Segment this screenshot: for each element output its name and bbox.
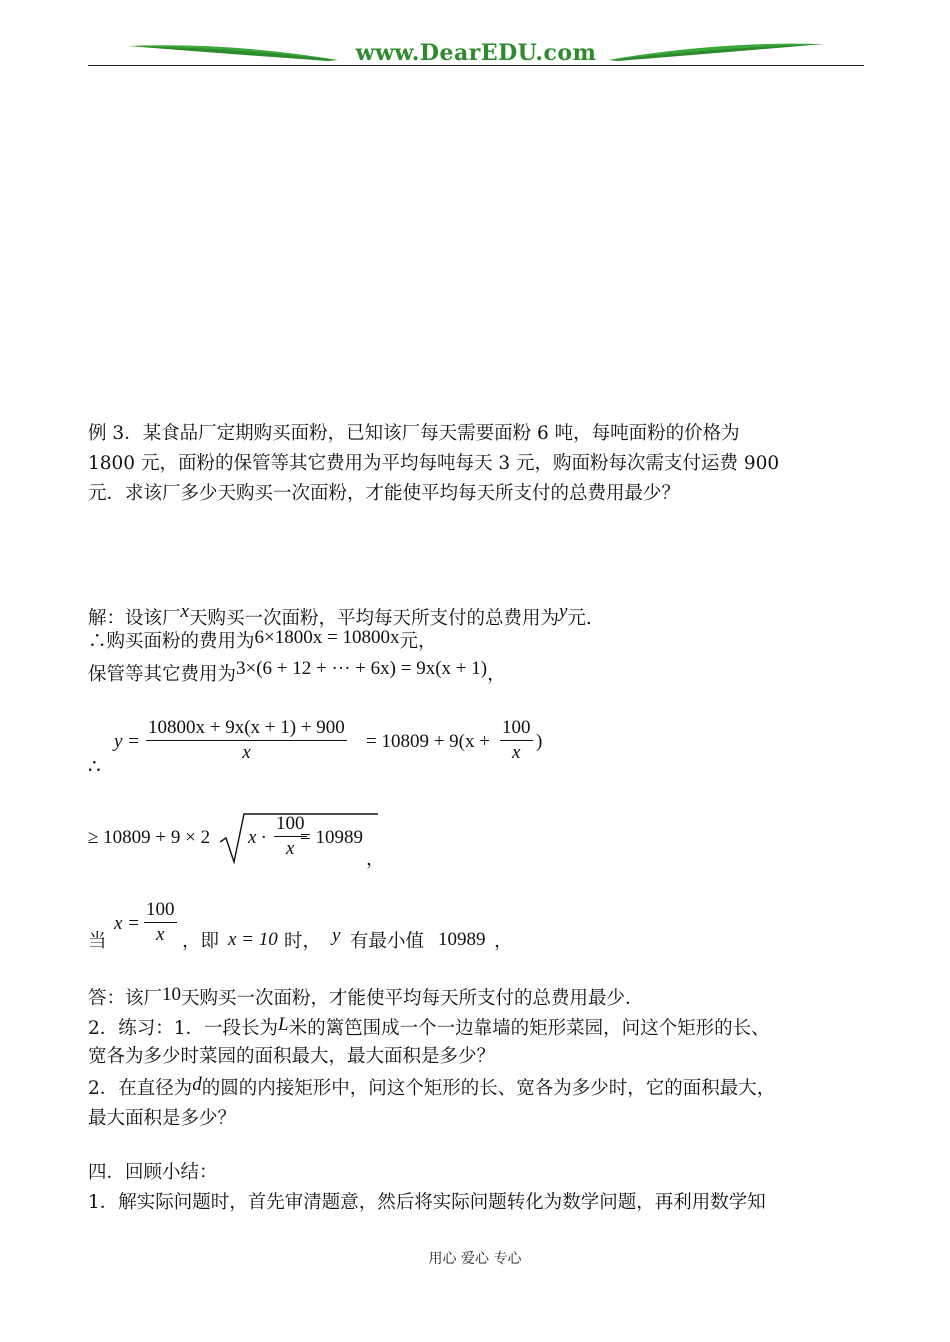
math-expression: 6×1800x = 10800x	[254, 627, 400, 648]
ineq-x: x ·	[248, 827, 266, 848]
practice-line-3	[88, 1074, 775, 1104]
page-header	[88, 38, 864, 72]
eq-middle: = 10809 + 9(x +	[366, 731, 490, 752]
when-math: x = 10	[228, 929, 278, 950]
answer-days: 10	[162, 984, 182, 1005]
solution-text: 元.	[567, 608, 592, 630]
therefore-symbol: ∴	[88, 754, 101, 778]
summary-line-1: 1．解实际问题时，首先审清题意，然后将实际问题转化为数学问题，再利用数学知	[88, 1192, 766, 1213]
solution-text: ∴购买面粉的费用为	[88, 631, 255, 652]
solution-line-2	[88, 627, 436, 657]
eq-numerator: 10800x + 9x(x + 1) + 900	[146, 716, 347, 741]
eq-close-paren: )	[536, 731, 543, 752]
solution-text: 保管等其它费用为	[88, 664, 237, 685]
ineq-comma: ，	[366, 849, 385, 870]
when-x: x =	[114, 913, 141, 934]
ineq-numerator: 100	[274, 812, 307, 837]
var-y: y	[558, 601, 568, 622]
eq-denominator: x	[242, 742, 251, 763]
practice-text: 2．在直径为	[88, 1078, 193, 1099]
example-line-1: 例 3．某食品厂定期购买面粉，已知该厂每天需要面粉 6 吨，每吨面粉的价格为	[88, 423, 740, 444]
page-footer: 用心 爱心 专心	[428, 1251, 522, 1267]
eq-numerator-2: 100	[500, 716, 533, 741]
var-d: d	[192, 1074, 202, 1095]
practice-line-1	[88, 1014, 770, 1044]
when-y: y	[332, 925, 341, 946]
var-x: x	[180, 601, 189, 622]
example-line-3: 元．求该厂多少天购买一次面粉，才能使平均每天所支付的总费用最少？	[88, 483, 681, 504]
answer-line	[88, 984, 644, 1014]
example-line-2: 1800 元，面粉的保管等其它费用为平均每吨每天 3 元，购面粉每次需支付运费 900	[88, 453, 780, 474]
solution-text: 元，	[399, 631, 437, 652]
practice-text: 2．练习：1．一段长为	[88, 1018, 279, 1039]
summary-title: 四．回顾小结：	[88, 1162, 218, 1183]
answer-text: 答：该厂	[88, 988, 163, 1009]
when-text-c: 时，	[284, 931, 322, 952]
header-logo-text: www.DearEDU.com	[355, 40, 597, 66]
practice-text: 的圆的内接矩形中，问这个矩形的长、宽各为多少时，它的面积最大，	[201, 1078, 776, 1099]
practice-text: 米的篱笆围成一个一边靠墙的矩形菜园，问这个矩形的长、	[288, 1018, 770, 1039]
solution-line-3	[88, 660, 506, 690]
when-text-e: ，	[494, 931, 513, 952]
min-value: 10989	[438, 929, 486, 950]
header-rule	[88, 65, 864, 66]
when-numerator: 100	[144, 898, 177, 923]
solution-text: ，	[487, 664, 506, 685]
when-text-b: ，即	[182, 931, 220, 952]
solution-text: 天购买一次面粉，平均每天所支付的总费用为	[188, 608, 559, 630]
practice-line-4: 最大面积是多少？	[88, 1108, 237, 1129]
eq-lhs: y =	[114, 731, 141, 752]
solution-text: 解：设该厂	[88, 608, 181, 630]
var-L: L	[278, 1014, 289, 1035]
ineq-denominator: x	[286, 838, 295, 859]
when-denominator: x	[156, 924, 165, 945]
answer-text: 天购买一次面粉，才能使平均每天所支付的总费用最少．	[181, 988, 644, 1009]
eq-fraction-2	[500, 716, 533, 765]
practice-line-2: 宽各为多少时菜园的面积最大，最大面积是多少？	[88, 1046, 496, 1067]
eq-fraction	[146, 716, 347, 765]
when-text-d: 有最小值	[350, 931, 425, 952]
ineq-result: = 10989	[300, 827, 363, 848]
ineq-lhs: ≥ 10809 + 9 × 2	[88, 827, 211, 848]
when-text: 当	[88, 931, 107, 952]
eq-denominator-2: x	[512, 742, 521, 763]
when-fraction	[144, 898, 177, 947]
math-expression: 3×(6 + 12 + ··· + 6x) = 9x(x + 1)	[236, 658, 488, 679]
